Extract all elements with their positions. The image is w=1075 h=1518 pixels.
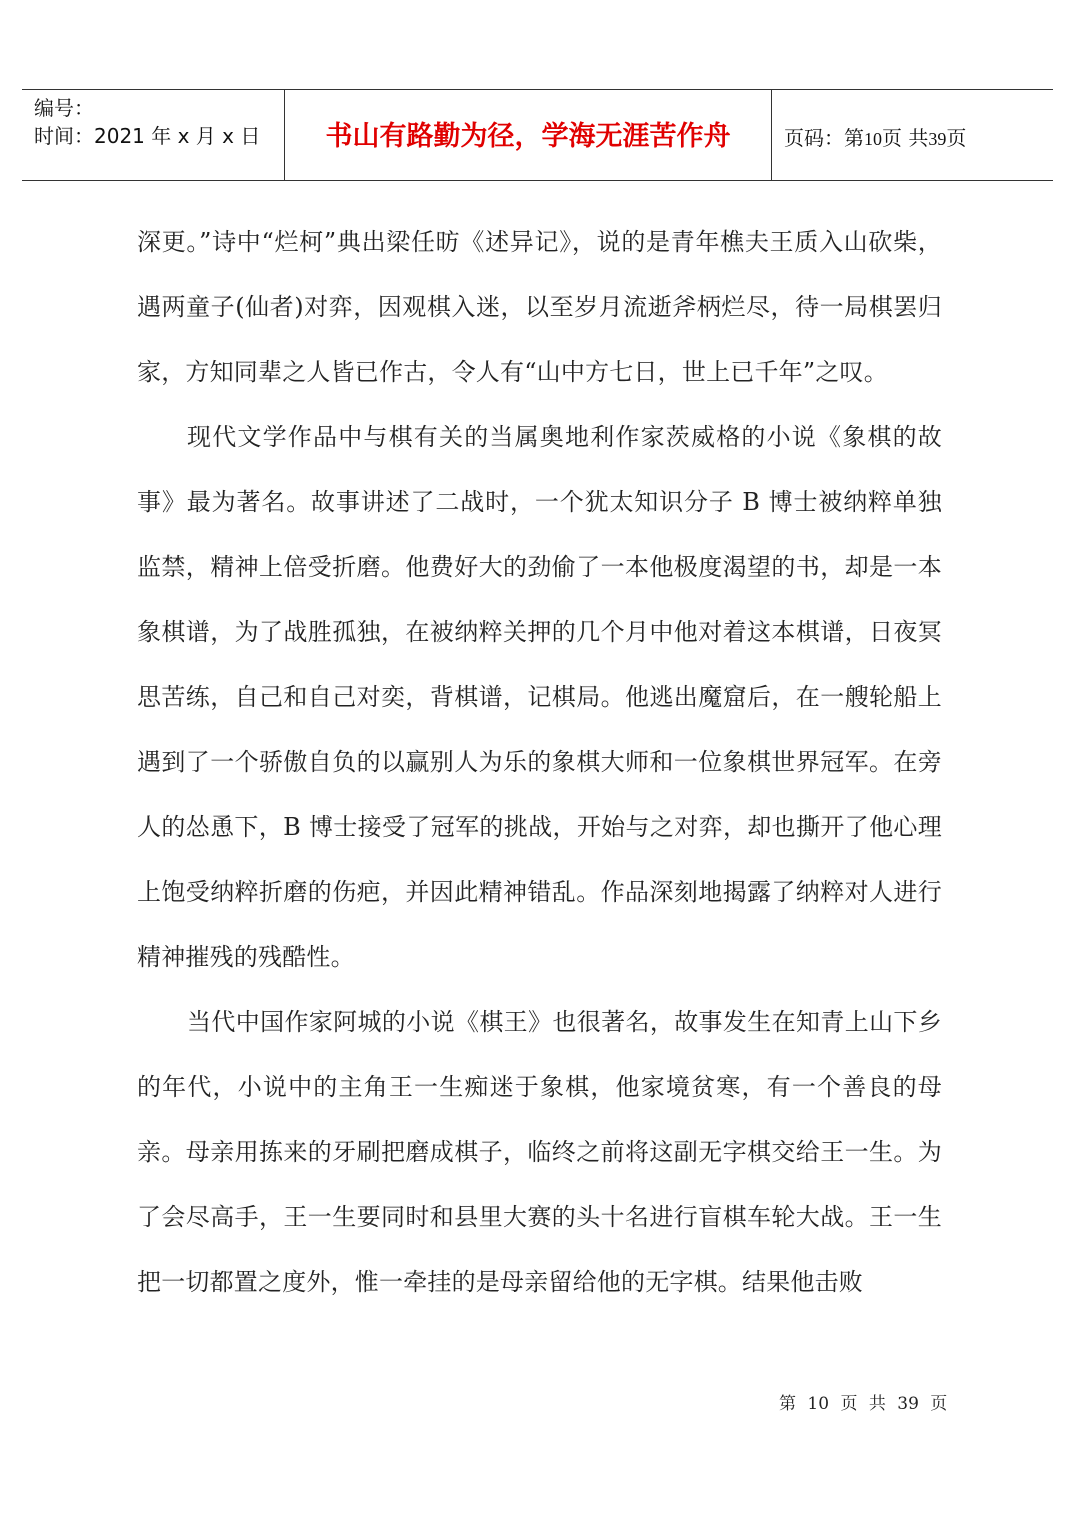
body-paragraph-2: 现代文学作品中与棋有关的当属奥地利作家茨威格的小说《象棋的故事》最为著名。故事讲述了二战时，一个犹太知识分子 B 博士被纳粹单独监禁，精神上倍受折磨。他费好大的劲偷了一本他极度渴望的书，却是一本象棋谱，为了战胜孤独，在被纳粹关押的几个月中他对着这本棋谱，日夜冥思苦练，自己和自己对奕，背棋谱，记棋局。他逃出魔窟后，在一艘轮船上遇到了一个骄傲自负的以赢别人为乐的象棋大师和一位象棋世界冠军。在旁人的怂恿下，B 博士接受了冠军的挑战，开始与之对弈，却也撕开了他心理上饱受纳粹折磨的伤疤，并因此精神错乱。作品深刻地揭露了纳粹对人进行精神摧残的残酷性。 bbox=[137, 423, 942, 971]
header-page-current: 10 bbox=[864, 129, 882, 149]
header-page-mid: 页 共 bbox=[882, 126, 929, 150]
header-page-suffix: 页 bbox=[946, 126, 967, 150]
header-page-indicator bbox=[784, 124, 966, 153]
header-motto: 书山有路勤为径，学海无涯苦作舟 bbox=[325, 121, 731, 152]
document-body bbox=[137, 210, 942, 1315]
header-page-total: 39 bbox=[928, 129, 947, 149]
header-meta bbox=[34, 94, 260, 150]
header-divider-right bbox=[771, 90, 772, 181]
page-footer: 第 10 页 共 39 页 bbox=[779, 1394, 948, 1414]
document-number-label: 编号： bbox=[34, 96, 94, 120]
page-header bbox=[22, 89, 1053, 181]
header-page-prefix: 页码：第 bbox=[784, 126, 864, 150]
document-time-label: 时间：2021 年 x 月 x 日 bbox=[34, 124, 261, 148]
body-paragraph-1: 深更。”诗中“烂柯”典出梁任昉《述异记》，说的是青年樵夫王质入山砍柴，遇两童子(仙者)对弈，因观棋入迷，以至岁月流逝斧柄烂尽，待一局棋罢归家，方知同辈之人皆已作古，令人有“山中方七日，世上已千年”之叹。 bbox=[137, 228, 942, 386]
body-paragraph-3: 当代中国作家阿城的小说《棋王》也很著名，故事发生在知青上山下乡的年代，小说中的主角王一生痴迷于象棋，他家境贫寒，有一个善良的母亲。母亲用拣来的牙刷把磨成棋子，临终之前将这副无字棋交给王一生。为了会尽高手，王一生要同时和县里大赛的头十名进行盲棋车轮大战。王一生把一切都置之度外，惟一牵挂的是母亲留给他的无字棋。结果他击败 bbox=[137, 1008, 942, 1296]
